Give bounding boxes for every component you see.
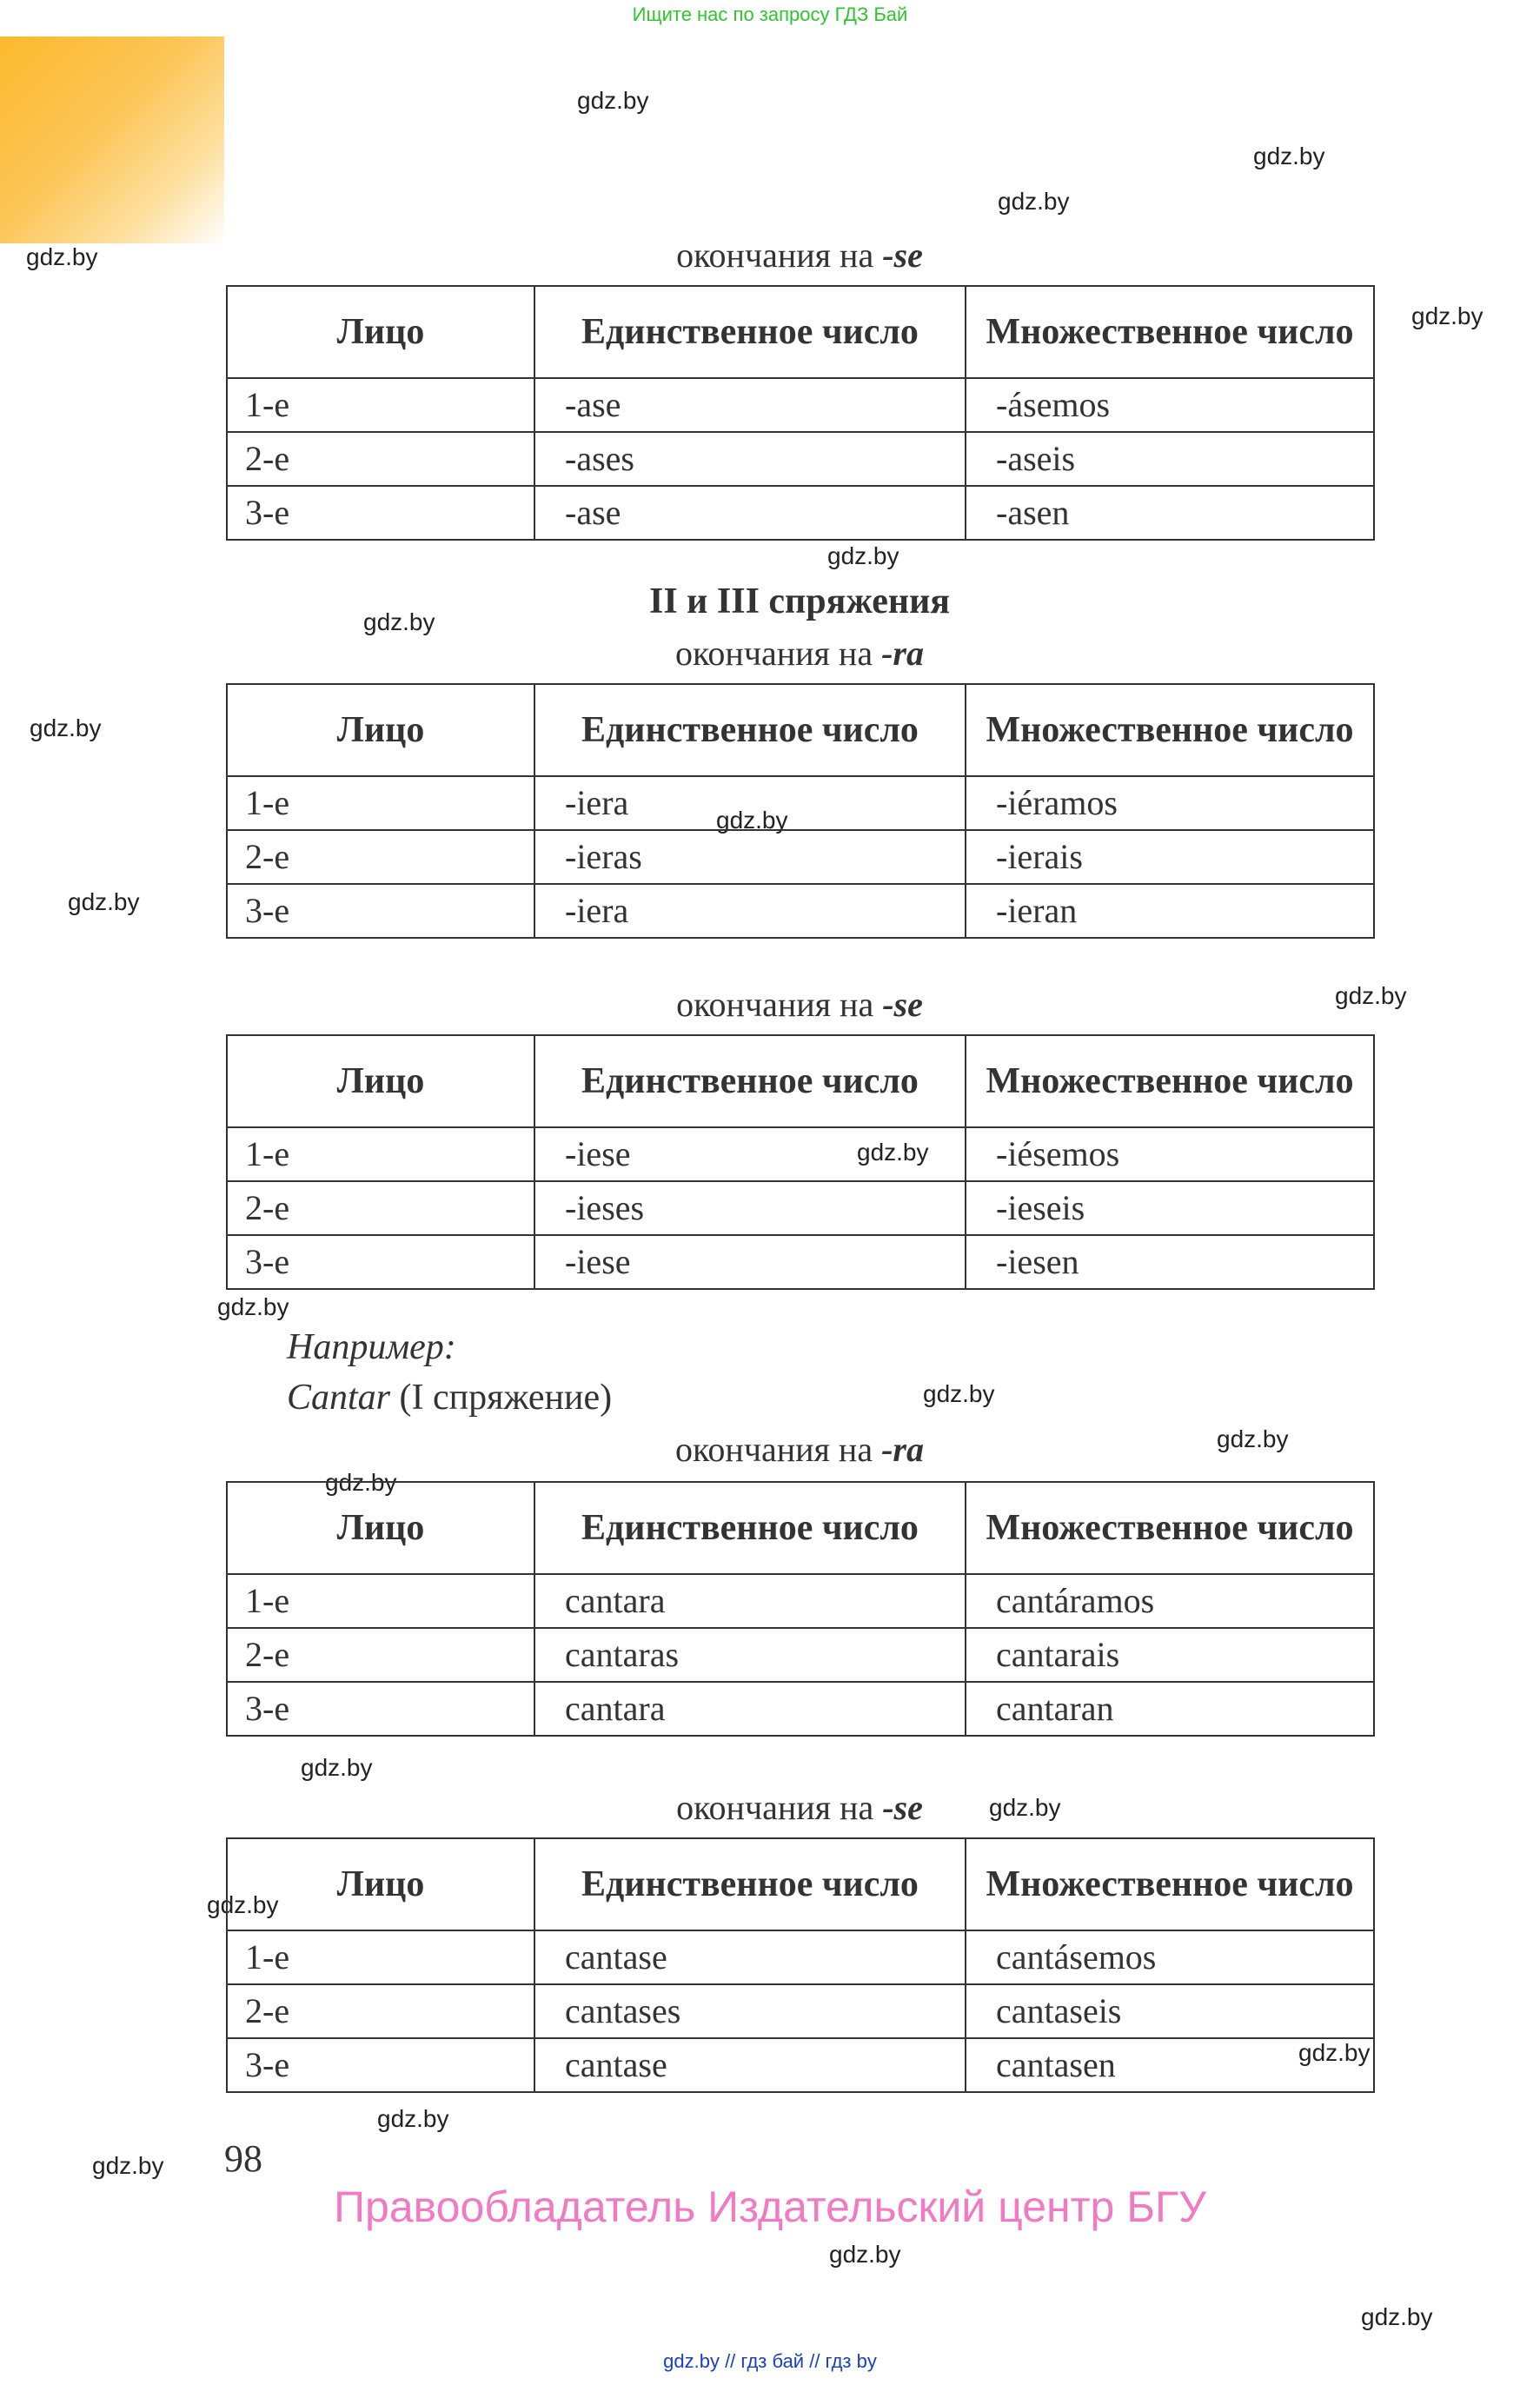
singular-cell: -ase <box>534 486 966 540</box>
watermark: gdz.by <box>1298 2039 1371 2066</box>
endings-table-ase <box>226 285 1375 541</box>
header-plural: Множественное число <box>966 1838 1374 1930</box>
plural-cell: -ieseis <box>966 1181 1374 1235</box>
person-cell: 2-е <box>227 1984 534 2038</box>
singular-cell: -ieras <box>534 830 966 884</box>
person-cell: 3-е <box>227 884 534 938</box>
table-caption: окончания на -ra <box>675 634 924 673</box>
table-caption: окончания на -se <box>676 985 923 1024</box>
page-number: 98 <box>224 2137 262 2180</box>
watermark: gdz.by <box>301 1754 373 1781</box>
watermark: gdz.by <box>217 1293 289 1320</box>
copyright-notice: Правообладатель Издательский центр БГУ <box>334 2182 1206 2231</box>
singular-cell: -ieses <box>534 1181 966 1235</box>
table-row <box>227 1984 1374 2038</box>
header-singular: Единственное число <box>534 1035 966 1127</box>
header-plural: Множественное число <box>966 684 1374 776</box>
person-cell: 2-е <box>227 1181 534 1235</box>
header-singular: Единственное число <box>534 1482 966 1574</box>
watermark: gdz.by <box>577 87 649 114</box>
watermark: gdz.by <box>998 188 1070 215</box>
person-cell: 1-е <box>227 1127 534 1181</box>
table-header-row <box>227 1838 1374 1930</box>
table-header-row <box>227 1482 1374 1574</box>
endings-table-iese <box>226 1034 1375 1290</box>
person-cell: 2-е <box>227 1628 534 1682</box>
singular-cell: cantara <box>534 1682 966 1736</box>
plural-cell: cantásemos <box>966 1930 1374 1984</box>
person-cell: 1-е <box>227 1930 534 1984</box>
watermark: gdz.by <box>325 1469 397 1496</box>
singular-cell: -iera <box>534 884 966 938</box>
singular-cell: cantara <box>534 1574 966 1628</box>
plural-cell: -iesen <box>966 1235 1374 1289</box>
corner-decoration <box>0 37 224 243</box>
table-row <box>227 486 1374 540</box>
header-plural: Множественное число <box>966 1035 1374 1127</box>
person-cell: 2-е <box>227 830 534 884</box>
table-row <box>227 2038 1374 2092</box>
table-row <box>227 884 1374 938</box>
table-caption: окончания на -se <box>676 236 923 275</box>
table-row <box>227 1127 1374 1181</box>
section-heading: II и III спряжения <box>648 581 950 621</box>
table-row <box>227 1574 1374 1628</box>
person-cell: 1-е <box>227 776 534 830</box>
table-row <box>227 776 1374 830</box>
table-header-row <box>227 1035 1374 1127</box>
watermark: gdz.by <box>363 608 435 635</box>
watermark: gdz.by <box>26 243 98 270</box>
header-person: Лицо <box>227 1482 534 1574</box>
singular-cell: cantaras <box>534 1628 966 1682</box>
table-row <box>227 830 1374 884</box>
cantar-table-se <box>226 1837 1375 2093</box>
watermark: gdz.by <box>827 542 899 569</box>
plural-cell: -iésemos <box>966 1127 1374 1181</box>
singular-cell: -iera <box>534 776 966 830</box>
person-cell: 3-е <box>227 486 534 540</box>
watermark: gdz.by <box>1253 143 1325 169</box>
table-header-row <box>227 286 1374 378</box>
plural-cell: cantarais <box>966 1628 1374 1682</box>
plural-cell: cantasen <box>966 2038 1374 2092</box>
plural-cell: -asen <box>966 486 1374 540</box>
person-cell: 3-е <box>227 2038 534 2092</box>
watermark: gdz.by <box>30 714 102 741</box>
watermark: gdz.by <box>716 807 788 834</box>
endings-table-iera <box>226 683 1375 939</box>
person-cell: 1-е <box>227 1574 534 1628</box>
plural-cell: -ásemos <box>966 378 1374 432</box>
watermark: gdz.by <box>377 2105 449 2132</box>
header-plural: Множественное число <box>966 286 1374 378</box>
singular-cell: cantase <box>534 1930 966 1984</box>
example-verb: Cantar (I спряжение) <box>287 1378 613 1418</box>
singular-cell: -iese <box>534 1235 966 1289</box>
table-row <box>227 1181 1374 1235</box>
singular-cell: cantases <box>534 1984 966 2038</box>
table-caption: окончания на -ra <box>675 1430 924 1469</box>
cantar-table-ra <box>226 1481 1375 1737</box>
watermark: gdz.by <box>1361 2303 1433 2330</box>
plural-cell: -iéramos <box>966 776 1374 830</box>
header-singular: Единственное число <box>534 1838 966 1930</box>
watermark: gdz.by <box>829 2241 901 2268</box>
watermark: gdz.by <box>92 2152 164 2179</box>
person-cell: 3-е <box>227 1235 534 1289</box>
header-plural: Множественное число <box>966 1482 1374 1574</box>
table-caption: окончания на -se <box>676 1788 923 1827</box>
watermark: gdz.by <box>207 1891 279 1918</box>
person-cell: 2-е <box>227 432 534 486</box>
header-singular: Единственное число <box>534 684 966 776</box>
plural-cell: cantaran <box>966 1682 1374 1736</box>
watermark: gdz.by <box>68 888 140 915</box>
header-person: Лицо <box>227 684 534 776</box>
table-header-row <box>227 684 1374 776</box>
table-row <box>227 1628 1374 1682</box>
plural-cell: cantáramos <box>966 1574 1374 1628</box>
plural-cell: -ieran <box>966 884 1374 938</box>
header-person: Лицо <box>227 1838 534 1930</box>
plural-cell: -ierais <box>966 830 1374 884</box>
table-row <box>227 432 1374 486</box>
singular-cell: -ases <box>534 432 966 486</box>
example-label: Например: <box>287 1327 456 1367</box>
table-row <box>227 1235 1374 1289</box>
watermark: gdz.by <box>1335 982 1407 1009</box>
watermark: gdz.by <box>1411 302 1484 329</box>
plural-cell: -aseis <box>966 432 1374 486</box>
footer-links[interactable]: gdz.by // гдз бай // гдз by <box>663 2350 877 2372</box>
watermark: gdz.by <box>923 1380 995 1407</box>
person-cell: 1-е <box>227 378 534 432</box>
watermark: gdz.by <box>857 1139 929 1166</box>
header-singular: Единственное число <box>534 286 966 378</box>
singular-cell: -iese <box>534 1127 966 1181</box>
top-banner[interactable]: Ищите нас по запросу ГДЗ Бай <box>632 3 908 25</box>
header-person: Лицо <box>227 1035 534 1127</box>
table-row <box>227 378 1374 432</box>
watermark: gdz.by <box>1217 1425 1289 1452</box>
header-person: Лицо <box>227 286 534 378</box>
table-row <box>227 1930 1374 1984</box>
watermark: gdz.by <box>989 1794 1061 1821</box>
person-cell: 3-е <box>227 1682 534 1736</box>
plural-cell: cantaseis <box>966 1984 1374 2038</box>
singular-cell: cantase <box>534 2038 966 2092</box>
table-row <box>227 1682 1374 1736</box>
singular-cell: -ase <box>534 378 966 432</box>
